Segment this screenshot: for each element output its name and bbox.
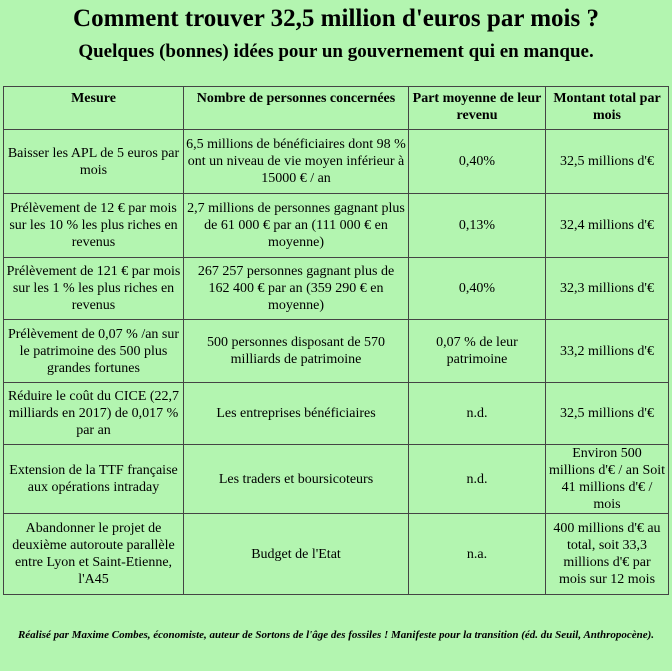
cell-mesure: Réduire le coût du CICE (22,7 milliards en 2017) de 0,017 % par an	[4, 383, 184, 445]
cell-part: n.d.	[409, 445, 546, 514]
cell-part: 0,40%	[409, 130, 546, 194]
cell-part: 0,40%	[409, 258, 546, 320]
cell-mesure: Abandonner le projet de deuxième autoroute parallèle entre Lyon et Saint-Etienne, l'A45	[4, 514, 184, 595]
table-row	[4, 383, 669, 445]
cell-mesure: Extension de la TTF française aux opérations intraday	[4, 445, 184, 514]
table-row	[4, 320, 669, 383]
page-title: Comment trouver 32,5 million d'euros par mois ?	[73, 5, 599, 32]
cell-mesure: Prélèvement de 121 € par mois sur les 1 % les plus riches en revenus	[4, 258, 184, 320]
table-row	[4, 445, 669, 514]
cell-montant: 32,3 millions d'€	[546, 258, 669, 320]
table-row	[4, 194, 669, 258]
cell-montant: 33,2 millions d'€	[546, 320, 669, 383]
column-header-mesure: Mesure	[4, 87, 184, 130]
cell-part: n.a.	[409, 514, 546, 595]
cell-personnes: Les entreprises bénéficiaires	[184, 383, 409, 445]
cell-personnes: Les traders et boursicoteurs	[184, 445, 409, 514]
cell-mesure: Prélèvement de 0,07 % /an sur le patrimoine des 500 plus grandes fortunes	[4, 320, 184, 383]
table-row	[4, 130, 669, 194]
column-header-part: Part moyenne de leur revenu	[409, 87, 546, 130]
cell-part: 0,13%	[409, 194, 546, 258]
cell-personnes: 267 257 personnes gagnant plus de 162 400 € par an (359 290 € en moyenne)	[184, 258, 409, 320]
measures-table	[3, 86, 669, 595]
cell-montant: Environ 500 millions d'€ / an Soit 41 millions d'€ / mois	[546, 445, 669, 514]
cell-montant: 32,5 millions d'€	[546, 130, 669, 194]
table-header-row	[4, 87, 669, 130]
table-row	[4, 514, 669, 595]
cell-personnes: 500 personnes disposant de 570 milliards de patrimoine	[184, 320, 409, 383]
cell-montant: 400 millions d'€ au total, soit 33,3 millions d'€ par mois sur 12 mois	[546, 514, 669, 595]
cell-personnes: 2,7 millions de personnes gagnant plus de 61 000 € par an (111 000 € en moyenne)	[184, 194, 409, 258]
cell-part: n.d.	[409, 383, 546, 445]
page-subtitle: Quelques (bonnes) idées pour un gouvernement qui en manque.	[78, 41, 594, 62]
cell-personnes: 6,5 millions de bénéficiaires dont 98 % ont un niveau de vie moyen inférieur à 15000 € / an	[184, 130, 409, 194]
column-header-montant: Montant total par mois	[546, 87, 669, 130]
cell-part: 0,07 % de leur patrimoine	[409, 320, 546, 383]
cell-personnes: Budget de l'Etat	[184, 514, 409, 595]
cell-mesure: Baisser les APL de 5 euros par mois	[4, 130, 184, 194]
cell-mesure: Prélèvement de 12 € par mois sur les 10 % les plus riches en revenus	[4, 194, 184, 258]
cell-montant: 32,4 millions d'€	[546, 194, 669, 258]
table-row	[4, 258, 669, 320]
cell-montant: 32,5 millions d'€	[546, 383, 669, 445]
author-credit: Réalisé par Maxime Combes, économiste, auteur de Sortons de l'âge des fossiles ! Manifeste pour la transition (éd. du Seuil, Anthropocène).	[17, 629, 655, 641]
column-header-personnes: Nombre de personnes concernées	[184, 87, 409, 130]
